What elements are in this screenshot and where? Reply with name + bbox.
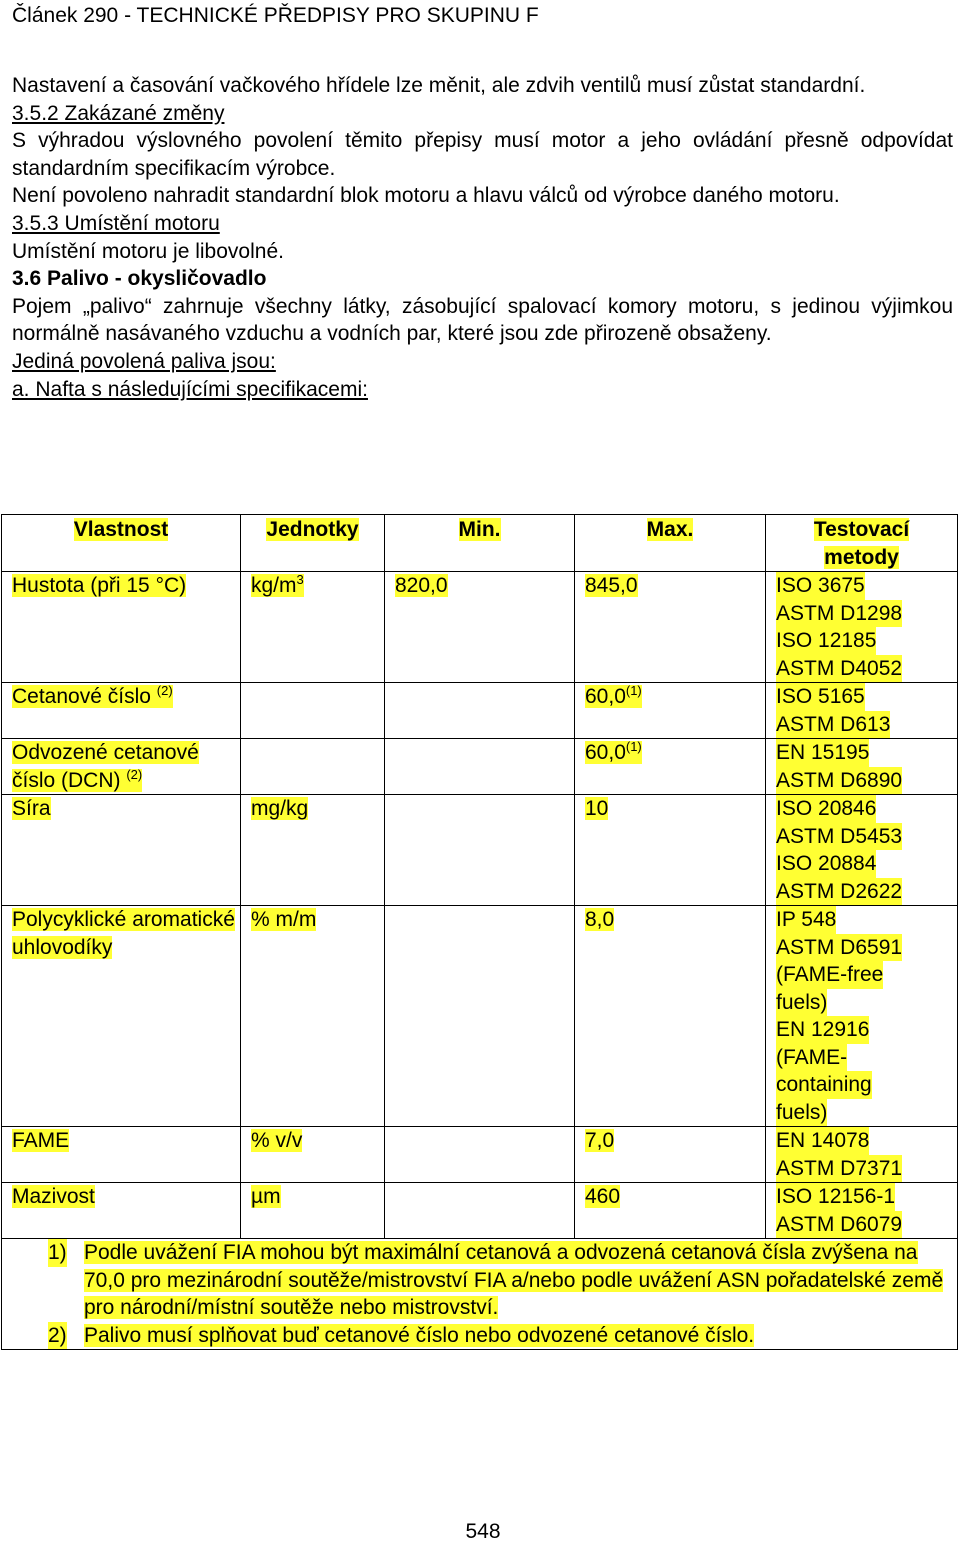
section-3-5-2-heading: 3.5.2 Zakázané změny: [12, 101, 225, 125]
note-item: 2) Palivo musí splňovat buď cetanové číslo nebo odvozené cetanové číslo.: [2, 1322, 947, 1350]
cell-units: % m/m: [241, 906, 385, 1127]
section-3-6-heading: 3.6 Palivo - okysličovadlo: [12, 267, 267, 291]
table-row: [2, 906, 958, 1127]
cell-min: [385, 739, 575, 795]
fuel-spec-table: [1, 514, 958, 1350]
page-number: 548: [465, 1520, 501, 1543]
page-header-title: Článek 290 - TECHNICKÉ PŘEDPISY PRO SKUPINU F: [12, 4, 539, 27]
cell-units: [241, 683, 385, 739]
cell-min: [385, 1127, 575, 1183]
table-header-row: [2, 515, 958, 572]
cell-methods: ISO 20846 ASTM D5453 ISO 20884 ASTM D2622: [766, 795, 958, 906]
cell-property: Síra: [2, 795, 241, 906]
cell-min: [385, 1183, 575, 1239]
cell-methods: ISO 5165 ASTM D613: [766, 683, 958, 739]
cell-min: 820,0: [385, 572, 575, 683]
cell-methods: ISO 12156-1 ASTM D6079: [766, 1183, 958, 1239]
cell-units: µm: [241, 1183, 385, 1239]
cell-units: [241, 739, 385, 795]
cell-property: Mazivost: [2, 1183, 241, 1239]
cell-methods: EN 15195 ASTM D6890: [766, 739, 958, 795]
column-header-min: Min.: [385, 515, 575, 572]
paragraph-fuel-definition: Pojem „palivo“ zahrnuje všechny látky, zásobující spalovací komory motoru, s jedinou výjimkou normálně nasávaného vzduchu a vodních par, které jsou zde přirozeně obsaženy.: [12, 294, 953, 346]
cell-property: Polycyklické aromatické uhlovodíky: [2, 906, 241, 1127]
table-notes-row: [2, 1239, 958, 1350]
table-row: [2, 1183, 958, 1239]
column-header-units: Jednotky: [241, 515, 385, 572]
table-row: [2, 1127, 958, 1183]
cell-max: 460: [575, 1183, 766, 1239]
cell-units: $kg/m^3$: [241, 572, 385, 683]
table-row: [2, 739, 958, 795]
table-row: [2, 795, 958, 906]
cell-methods: IP 548 ASTM D6591 (FAME-free fuels) EN 12916 (FAME- containing fuels): [766, 906, 958, 1127]
column-header-methods: Testovací metody: [766, 515, 958, 572]
cell-units: mg/kg: [241, 795, 385, 906]
cell-property: Odvozené cetanové číslo (DCN) $^{(2)}$: [2, 739, 241, 795]
note-item: 1) Podle uvážení FIA mohou být maximální cetanová a odvozená cetanová čísla zvýšena na 70,0 pro mezinárodní soutěže/mistrovství FIA a/nebo podle uvážení ASN pořadatelské země pro národní/místní soutěže nebo mistrovství.: [48, 1241, 944, 1319]
cell-property: Hustota (při 15 °C): [2, 572, 241, 683]
cell-min: [385, 683, 575, 739]
paragraph-permitted-fuels: Jediná povolená paliva jsou:: [12, 349, 276, 373]
section-3-5-3-heading: 3.5.3 Umístění motoru: [12, 211, 220, 235]
paragraph-engine-block: Není povoleno nahradit standardní blok motoru a hlavu válců od výrobce daného motoru.: [12, 184, 840, 208]
table-notes: [2, 1239, 958, 1350]
cell-max: 7,0: [575, 1127, 766, 1183]
paragraph-engine-position: Umístění motoru je libovolné.: [12, 239, 284, 263]
body-text: [12, 72, 953, 403]
cell-min: [385, 906, 575, 1127]
column-header-max: Max.: [575, 515, 766, 572]
cell-methods: EN 14078 ASTM D7371: [766, 1127, 958, 1183]
cell-max: 845,0: [575, 572, 766, 683]
cell-max: 8,0: [575, 906, 766, 1127]
paragraph-diesel-spec: a. Nafta s následujícími specifikacemi:: [12, 377, 368, 401]
cell-methods: ISO 3675 ASTM D1298 ISO 12185 ASTM D4052: [766, 572, 958, 683]
table-row: [2, 572, 958, 683]
cell-max: 60,0$^{(1)}$: [575, 739, 766, 795]
cell-property: FAME: [2, 1127, 241, 1183]
cell-max: 10: [575, 795, 766, 906]
paragraph-engine-control: S výhradou výslovného povolení těmito přepisy musí motor a jeho ovládání přesně odpovídat standardním specifikacím výrobce.: [12, 129, 953, 180]
table-row: [2, 683, 958, 739]
cell-min: [385, 795, 575, 906]
paragraph-camshaft: Nastavení a časování vačkového hřídele lze měnit, ale zdvih ventilů musí zůstat standardní.: [12, 74, 866, 97]
column-header-property: Vlastnost: [2, 515, 241, 572]
cell-property: Cetanové číslo $^{(2)}$: [2, 683, 241, 739]
cell-units: % v/v: [241, 1127, 385, 1183]
cell-max: 60,0$^{(1)}$: [575, 683, 766, 739]
